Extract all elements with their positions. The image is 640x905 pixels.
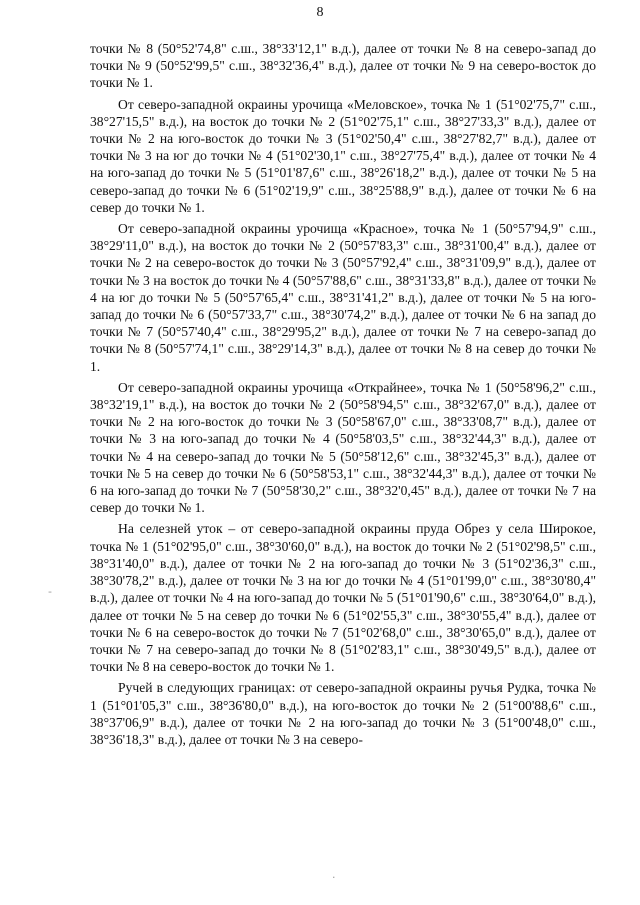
- document-body: [90, 40, 596, 748]
- bottom-margin-mark: ·: [332, 871, 336, 884]
- left-margin-mark: -: [48, 585, 52, 598]
- paragraph-drake-ducks: На селезней уток – от северо-западной окраины пруда Обрез у села Широкое, точка № 1 (51°02'95,0" с.ш., 38°30'60,0" в.д.), на восток до точки № 2 (51°02'98,5" с.ш., 38°31'40,0" в.д.), далее от точки № 2 на юго-запад до точки № 3 (51°02'36,3" с.ш., 38°30'78,2" в.д.), далее от точки № 3 на юг до точки № 4 (51°01'99,0" с.ш., 38°30'80,4" в.д.), далее от точки № 4 на юго-запад до точки № 5 (51°01'90,6" с.ш., 38°30'64,0" в.д.), далее от точки № 5 на север до точки № 6 (51°02'55,3" с.ш., 38°30'55,4" в.д.), далее от точки № 6 на северо-восток до точки № 7 (51°02'68,0" с.ш., 38°30'65,0" в.д.), далее от точки № 7 на северо-запад до точки № 8 (51°02'83,1" с.ш., 38°30'49,5" в.д.), далее от точки № 8 на северо-восток до точки № 1.: [90, 521, 596, 675]
- paragraph-krasnoe: От северо-западной окраины урочища «Красное», точка № 1 (50°57'94,9" с.ш., 38°29'11,0" в.д.), на восток до точки № 2 (50°57'83,3" с.ш., 38°31'00,4" в.д.), далее от точки № 2 на северо-восток до точки № 3 (50°57'92,4" с.ш., 38°31'09,9" в.д.), далее от точки № 3 на восток до точки № 4 (50°57'88,6" с.ш., 38°31'33,8" в.д.), далее от точки № 4 на юг до точки № 5 (50°57'65,4" с.ш., 38°31'41,2" в.д.), далее от точки № 5 на юго-запад до точки № 6 (50°57'33,7" с.ш., 38°30'74,2" в.д.), далее от точки № 6 на запад до точки № 7 (50°57'40,4" с.ш., 38°29'95,2" в.д.), далее от точки № 7 на северо-запад до точки № 8 (50°57'74,1" с.ш., 38°29'14,3" в.д.), далее от точки № 8 на север до точки № 1.: [90, 221, 596, 374]
- paragraph-stream: Ручей в следующих границах: от северо-западной окраины ручья Рудка, точка № 1 (51°01'05,3" с.ш., 38°36'80,0" в.д.), на юго-восток до точки № 2 (51°00'88,6" с.ш., 38°37'06,9" в.д.), далее от точки № 2 на юго-запад до точки № 3 (51°00'48,0" с.ш., 38°36'18,3" в.д.), далее от точки № 3 на северо-: [90, 680, 596, 747]
- paragraph-continuation: точки № 8 (50°52'74,8" с.ш., 38°33'12,1" в.д.), далее от точки № 8 на северо-запад до точки № 9 (50°52'99,5" с.ш., 38°32'36,4" в.д.), далее от точки № 9 на северо-восток до точки № 1.: [90, 41, 596, 91]
- page-number: 8: [316, 5, 324, 20]
- paragraph-melovskoe: От северо-западной окраины урочища «Меловское», точка № 1 (51°02'75,7" с.ш., 38°27'15,5" в.д.), на восток до точки № 2 (51°02'75,1" с.ш., 38°27'33,3" в.д.), далее от точки № 2 на юго-восток до точки № 3 (51°02'50,4" с.ш., 38°27'82,7" в.д.), далее от точки № 3 на юг до точки № 4 (51°02'30,1" с.ш., 38°27'75,4" в.д.), далее от точки № 4 на юго-запад до точки № 5 (51°01'87,6" с.ш., 38°26'18,2" в.д.), далее от точки № 5 на северо-запад до точки № 6 (51°02'19,9" с.ш., 38°25'88,9" в.д.), далее от точки № 6 на север до точки № 1.: [90, 96, 596, 215]
- paragraph-otkrainee: От северо-западной окраины урочища «Открайнее», точка № 1 (50°58'96,2" с.ш., 38°32'19,1" в.д.), на восток до точки № 2 (50°58'94,5" с.ш., 38°32'67,0" в.д.), далее от точки № 2 на юго-восток до точки № 3 (50°58'67,0" с.ш., 38°33'08,7" в.д.), далее от точки № 3 на юго-запад до точки № 4 (50°58'03,5" с.ш., 38°32'44,3" в.д.), далее от точки № 4 на северо-запад до точки № 5 (50°58'12,6" с.ш., 38°32'45,3" в.д.), далее от точки № 5 на север до точки № 6 (50°58'53,1" с.ш., 38°32'44,3" в.д.), далее от точки № 6 на юго-запад до точки № 7 (50°58'30,2" с.ш., 38°32'0,45" в.д.), далее от точки № 7 на север до точки № 1.: [90, 379, 596, 516]
